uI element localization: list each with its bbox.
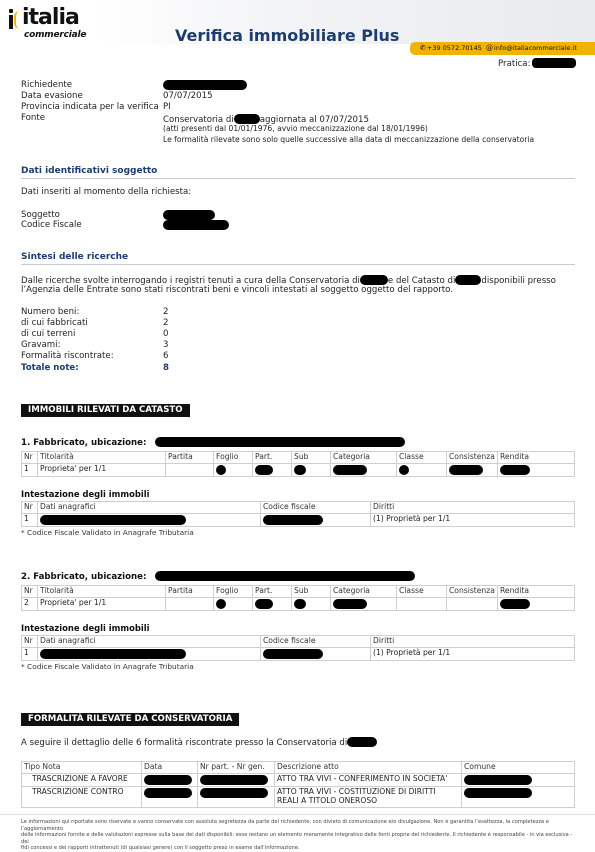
cell-nr-part xyxy=(198,773,275,787)
cell-categoria xyxy=(331,597,397,611)
sintesi-row-label: Gravami: xyxy=(21,340,61,350)
col-header: Nr xyxy=(22,586,38,598)
email-icon: @ xyxy=(486,44,493,52)
sintesi-row-label: di cui terreni xyxy=(21,329,76,339)
redacted-block xyxy=(40,515,186,525)
table-header-row xyxy=(22,762,575,774)
banner-immobili: IMMOBILI RILEVATI DA CATASTO xyxy=(21,404,190,417)
formalita-intro xyxy=(21,737,377,749)
col-header: Codice fiscale xyxy=(261,636,371,648)
report-header xyxy=(0,0,595,56)
cf-note: * Codice Fiscale Validato in Anagrafe Tributaria xyxy=(21,662,194,671)
redacted-block xyxy=(40,649,186,659)
cell-data xyxy=(142,787,198,807)
redacted-block xyxy=(234,114,260,124)
col-header: Diritti xyxy=(371,502,575,514)
redacted-block xyxy=(455,275,481,285)
intestazione-1-table xyxy=(21,501,575,527)
sintesi-row-value: 3 xyxy=(163,340,169,350)
footer-line: Le informazioni qui riportate sono riservate e vanno conservate con assoluta segretezza da parte del richiedente, con divieto di comunicazione e/o divulgazione. Non è garantita l’esattezza, la completezza e l’aggiornamento xyxy=(21,819,549,832)
col-header: Titolarità xyxy=(38,586,166,598)
section-title-sintesi: Sintesi delle ricerche xyxy=(21,252,129,262)
table-header-row xyxy=(22,502,575,514)
cell-diritti: (1) Proprietà per 1/1 xyxy=(371,647,575,661)
col-header: Classe xyxy=(397,586,447,598)
sintesi-text-c: disponibili presso xyxy=(481,276,556,286)
cell-part xyxy=(253,463,292,477)
cell-rendita xyxy=(498,597,575,611)
col-header: Titolarità xyxy=(38,452,166,464)
redacted-block xyxy=(144,788,192,798)
table-row xyxy=(22,597,575,611)
table-header-row xyxy=(22,636,575,648)
phone-text: +39 0572.70145 xyxy=(426,44,482,52)
table-header-row xyxy=(22,452,575,464)
cell-nr-part xyxy=(198,787,275,807)
codice-fiscale-value xyxy=(163,220,229,232)
formalita-table xyxy=(21,761,575,808)
cell-titolarita: Proprieta' per 1/1 xyxy=(38,463,166,477)
codice-fiscale-label: Codice Fiscale xyxy=(21,220,82,230)
cell-titolarita: Proprieta' per 1/1 xyxy=(38,597,166,611)
col-header: Diritti xyxy=(371,636,575,648)
col-header: Partita xyxy=(166,452,214,464)
banner-formalita: FORMALITÀ RILEVATE DA CONSERVATORIA xyxy=(21,713,239,726)
redacted-block xyxy=(399,465,409,475)
provincia-value: PI xyxy=(163,102,171,112)
redacted-block xyxy=(449,465,483,475)
redacted-block xyxy=(155,437,405,447)
col-header: Classe xyxy=(397,452,447,464)
sintesi-row-label: di cui fabbricati xyxy=(21,318,88,328)
col-header: Foglio xyxy=(214,452,253,464)
cell-dati-anagrafici xyxy=(38,647,261,661)
col-header: Categoria xyxy=(331,586,397,598)
redacted-block xyxy=(216,465,226,475)
cell-classe xyxy=(397,597,447,611)
intestazione-2-title: Intestazione degli immobili xyxy=(21,623,150,633)
fonte-label: Fonte xyxy=(21,113,45,123)
table-row xyxy=(22,773,575,787)
cell-rendita xyxy=(498,463,575,477)
cell-consistenza xyxy=(447,463,498,477)
company-logo xyxy=(8,6,98,46)
cf-note: * Codice Fiscale Validato in Anagrafe Tributaria xyxy=(21,528,194,537)
cell-sub xyxy=(292,597,331,611)
immobile-2-title xyxy=(21,571,415,583)
footer-line: delle informazioni fornite e delle valutazioni espresse sulla base dei dati disponibili: esse restano un elemento meramente integrativo delle fonti proprie del richiedente. Il richiedente è responsabile - in via esclusiva - dei xyxy=(21,832,573,845)
col-header: Part. xyxy=(253,452,292,464)
redacted-block xyxy=(500,465,530,475)
sintesi-row-value: 2 xyxy=(163,318,169,328)
col-header: Sub xyxy=(292,452,331,464)
col-header: Consistenza xyxy=(447,586,498,598)
redacted-block xyxy=(464,788,532,798)
redacted-block xyxy=(347,737,377,747)
table-row xyxy=(22,787,575,807)
cell-codice-fiscale xyxy=(261,513,371,527)
col-header: Nr xyxy=(22,452,38,464)
pratica xyxy=(498,58,576,70)
footer-line: fidi concessi e dei rapporti intrattenuti (di qualsiasi genere) con il soggetto preso in esame dall’informazione. xyxy=(21,845,300,852)
formalita-intro-text: A seguire il dettaglio delle 6 formalità riscontrate presso la Conservatoria di xyxy=(21,738,348,748)
redacted-block xyxy=(163,210,215,220)
col-header: Dati anagrafici xyxy=(38,636,261,648)
immobile-1-table xyxy=(21,451,575,477)
col-header: Part. xyxy=(253,586,292,598)
col-header: Nr xyxy=(22,636,38,648)
data-evasione-value: 07/07/2015 xyxy=(163,91,213,101)
redacted-block xyxy=(294,465,306,475)
redacted-block xyxy=(333,599,367,609)
col-header: Sub xyxy=(292,586,331,598)
col-header: Nr xyxy=(22,502,38,514)
cell-comune xyxy=(462,787,575,807)
descrizione-line1: ATTO TRA VIVI - COSTITUZIONE DI DIRITTI xyxy=(277,787,436,797)
redacted-block xyxy=(144,775,192,785)
email-text: info@italiacommerciale.it xyxy=(494,44,577,52)
sintesi-row-label: Formalità riscontrate: xyxy=(21,351,114,361)
redacted-block xyxy=(155,571,415,581)
totale-note-label: Totale note: xyxy=(21,363,79,373)
col-header: Foglio xyxy=(214,586,253,598)
pratica-label: Pratica: xyxy=(498,59,531,69)
redacted-block xyxy=(200,788,268,798)
col-header: Partita xyxy=(166,586,214,598)
cell-categoria xyxy=(331,463,397,477)
col-header: Rendita xyxy=(498,586,575,598)
col-header: Dati anagrafici xyxy=(38,502,261,514)
cell-descrizione xyxy=(275,787,462,807)
intestazione-1-title: Intestazione degli immobili xyxy=(21,489,150,499)
page-title: Verifica immobiliare Plus xyxy=(175,26,400,45)
cell-foglio xyxy=(214,597,253,611)
table-row xyxy=(22,647,575,661)
col-header: Consistenza xyxy=(447,452,498,464)
col-header: Data xyxy=(142,762,198,774)
redacted-block xyxy=(200,775,268,785)
col-header: Comune xyxy=(462,762,575,774)
fonte-suffix: aggiornata al 07/07/2015 xyxy=(259,115,369,125)
redacted-block xyxy=(333,465,367,475)
cell-descrizione: ATTO TRA VIVI - CONFERIMENTO IN SOCIETA' xyxy=(275,773,462,787)
contact-email[interactable] xyxy=(486,44,577,52)
cell-sub xyxy=(292,463,331,477)
descrizione-line2: REALI A TITOLO ONEROSO xyxy=(277,796,378,806)
totale-note-value: 8 xyxy=(163,363,169,373)
sintesi-text-b: e del Catasto di xyxy=(387,276,456,286)
redacted-block xyxy=(255,599,273,609)
intestazione-2-table xyxy=(21,635,575,661)
cell-tipo-nota: TRASCRIZIONE CONTRO xyxy=(22,787,142,807)
cell-classe xyxy=(397,463,447,477)
cell-consistenza xyxy=(447,597,498,611)
section-divider xyxy=(21,264,575,265)
cell-codice-fiscale xyxy=(261,647,371,661)
contact-phone xyxy=(420,44,482,52)
col-header: Tipo Nota xyxy=(22,762,142,774)
redacted-block xyxy=(464,775,532,785)
redacted-block xyxy=(163,80,247,90)
footer-disclaimer xyxy=(21,819,579,852)
cell-partita xyxy=(166,463,214,477)
redacted-block xyxy=(500,599,530,609)
sintesi-row-label: Numero beni: xyxy=(21,307,80,317)
pratica-redacted xyxy=(532,58,576,68)
soggetto-intro: Dati inseriti al momento della richiesta: xyxy=(21,187,192,197)
cell-diritti: (1) Proprietà per 1/1 xyxy=(371,513,575,527)
sintesi-row-value: 6 xyxy=(163,351,169,361)
redacted-block xyxy=(263,649,323,659)
col-header: Descrizione atto xyxy=(275,762,462,774)
table-row xyxy=(22,513,575,527)
fonte-line3: Le formalità rilevate sono solo quelle successive alla data di meccanizzazione della conservatoria xyxy=(163,135,535,144)
cell-foglio xyxy=(214,463,253,477)
fonte-line2: (atti presenti dal 01/01/1976, avvio meccanizzazione dal 18/01/1996) xyxy=(163,124,428,133)
cell-part xyxy=(253,597,292,611)
provincia-label: Provincia indicata per la verifica xyxy=(21,102,159,112)
logo-word: italia xyxy=(22,5,79,30)
redacted-block xyxy=(294,599,306,609)
immobile-title-text: 2. Fabbricato, ubicazione: xyxy=(21,572,147,582)
table-header-row xyxy=(22,586,575,598)
cell-dati-anagrafici xyxy=(38,513,261,527)
cell-nr: 1 xyxy=(22,647,38,661)
redacted-block xyxy=(255,465,273,475)
richiedente-label: Richiedente xyxy=(21,80,73,90)
footer-divider xyxy=(0,814,595,815)
sintesi-text-a: Dalle ricerche svolte interrogando i registri tenuti a cura della Conservatoria di xyxy=(21,276,360,286)
cell-partita xyxy=(166,597,214,611)
section-title-soggetto: Dati identificativi soggetto xyxy=(21,166,158,176)
col-header: Nr part. - Nr gen. xyxy=(198,762,275,774)
immobile-2-table xyxy=(21,585,575,611)
section-divider xyxy=(21,178,575,179)
phone-icon: ✆ xyxy=(420,44,426,52)
redacted-block xyxy=(216,599,226,609)
redacted-block xyxy=(163,220,229,230)
logo-mark-icon xyxy=(8,9,22,29)
sintesi-row-value: 0 xyxy=(163,329,169,339)
col-header: Categoria xyxy=(331,452,397,464)
cell-data xyxy=(142,773,198,787)
fonte-prefix: Conservatoria di xyxy=(163,115,234,125)
soggetto-label: Soggetto xyxy=(21,210,60,220)
cell-nr: 2 xyxy=(22,597,38,611)
cell-nr: 1 xyxy=(22,513,38,527)
table-row xyxy=(22,463,575,477)
sintesi-row-value: 2 xyxy=(163,307,169,317)
logo-subtitle: commerciale xyxy=(24,30,87,40)
col-header: Codice fiscale xyxy=(261,502,371,514)
immobile-1-title xyxy=(21,437,405,449)
contact-bar xyxy=(410,42,595,55)
immobile-title-text: 1. Fabbricato, ubicazione: xyxy=(21,438,147,448)
col-header: Rendita xyxy=(498,452,575,464)
cell-nr: 1 xyxy=(22,463,38,477)
cell-tipo-nota: TRASCRIZIONE A FAVORE xyxy=(22,773,142,787)
redacted-block xyxy=(360,275,388,285)
sintesi-text-line2: l’Agenzia delle Entrate sono stati riscontrati beni e vincoli intestati al soggetto oggetto del rapporto. xyxy=(21,285,453,295)
data-evasione-label: Data evasione xyxy=(21,91,83,101)
redacted-block xyxy=(263,515,323,525)
cell-comune xyxy=(462,773,575,787)
